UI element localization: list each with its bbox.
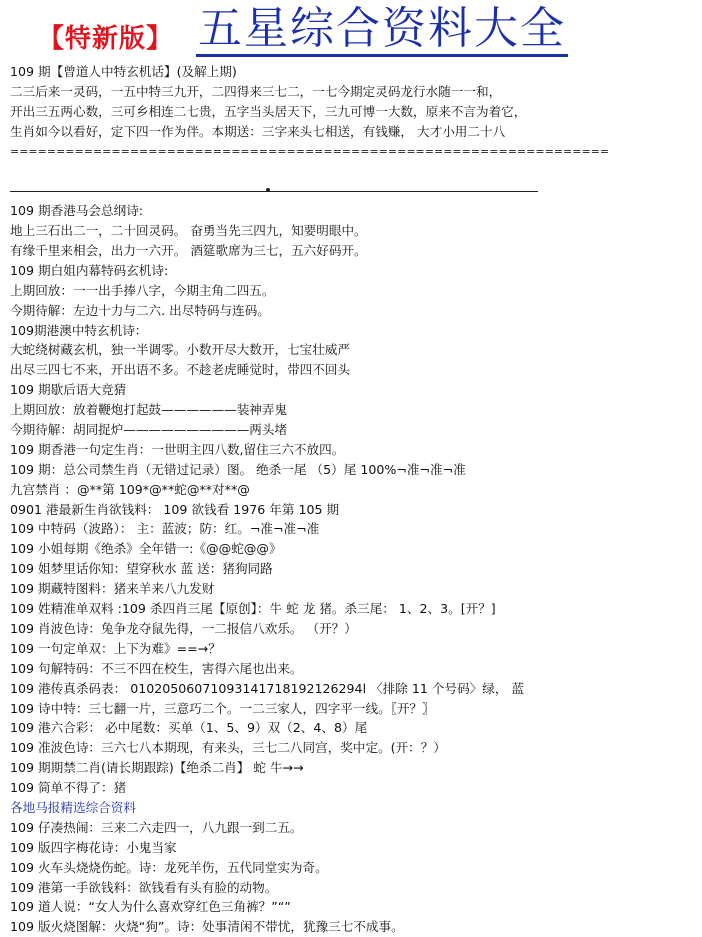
text-line: 109 肖波色诗：兔争龙夺鼠先得，一二报信八欢乐。 （开？） [10,620,357,636]
text-line: 109 道人说：“女人为什么喜欢穿红色三角裤？”“” [10,899,291,915]
text-line: 109 中特码（波路）： 主：蓝波；防：红。¬准¬准¬准 [10,521,320,537]
text-line: 109 小姐每期《绝杀》全年错一:《@@蛇@@》 [10,541,282,557]
text-line: 出尽三四七不来，开出语不多。不趁老虎睡觉时，带四不回头 [10,362,351,378]
text-line: 109 期期禁二肖(请长期跟踪)【绝杀二肖】 蛇 牛→→ [10,760,304,776]
text-line: 109 准波色诗：三六七八本期现，有来头，三七二八同宫，奖中定。(开：？） [10,740,446,756]
text-line: 109 简单不得了：猪 [10,780,127,796]
text-line: 109 期白姐内幕特码玄机诗: [10,262,169,278]
text-line: 上期回放：放着鞭炮打起鼓——————装神弄鬼 [10,402,288,418]
text-line: 0901 港最新生肖欲钱料： 109 欲钱看 1976 年第 105 期 [10,501,340,517]
text-line: 开出三五两心数，三可乡相连二七贵，五字当头居天下，三九可博一大数，原来不言为着它， [10,103,527,119]
text-line: 二三后来一灵码，一五中特三九开，二四得来三七二，一七今期定灵码龙行水随一一和， [10,83,502,99]
text-line: 109 仔凑热闹：三来二六走四一，八九跟一到二五。 [10,819,303,835]
text-line: 109 港传真杀码表： 01020506071093141718192126294l 〈排除 11 个号码〉绿， 蓝 [10,680,525,696]
text-line: 今期待解：左边十力与二六. 出尽特码与连码。 [10,302,270,318]
text-line: 109 版火烧图解：火烧“狗”。诗：处事清闲不带忧，犹豫三七不成事。 [10,919,404,935]
text-line: 109 火车头烧烧伤蛇。诗：龙死羊伤，五代同堂实为奇。 [10,859,328,875]
text-line: 109 港六合彩： 必中尾数：买单（1、5、9）双（2、4、8）尾 [10,720,368,736]
divider [10,191,538,192]
text-line: 109 期歇后语大竞猜 [10,382,127,398]
text-line: 109 期：总公司禁生肖（无错过记录）图。 绝杀一尾 （5）尾 100%¬准¬准¬准 [10,461,466,477]
text-line: 109 版四字梅花诗：小鬼当家 [10,839,177,855]
text-line: 地上三石出二一，二十回灵码。 奋勇当先三四九，知要明眼中。 [10,223,367,239]
edition-label: 【特新版】 [38,24,174,54]
document-body [10,62,698,937]
text-line: 生肖如今以看好，定下四一作为伴。本期送：三字来头七相送，有钱赚， 大才小用二十八 [10,123,506,139]
blank-line [10,161,698,181]
text-line: 109 姓精准单双料 :109 杀四肖三尾【原创】：牛 蛇 龙 猪。杀三尾： 1、2、3。[开？] [10,601,496,617]
text-line: 有缘千里来相会，出力一六开。 酒筵歌席为三七，五六好码开。 [10,243,367,259]
text-line: 109期港澳中特玄机诗： [10,322,148,338]
text-line: 109 期藏特图料：猪来羊来八九发财 [10,581,215,597]
text-line: 今期待解：胡同捉炉——————————两头堵 [10,422,288,438]
text-line: 九宫禁肖 ：@**第 109*@**蛇@**对**@ [10,481,250,497]
text-line: 上期回放：一一出手捧八字，今期主角二四五。 [10,282,275,298]
page-header [0,0,702,62]
text-line: 109 期【曾道人中特玄机话】(及解上期) [10,64,237,79]
text-line: 109 诗中特：三七翻一片，三意巧二个。一二三家人，四字平一线。〖开？〗 [10,700,435,716]
page-title: 五星综合资料大全 [196,4,568,57]
text-line: 109 港第一手欲钱料：欲钱看有头有脸的动物。 [10,879,278,895]
separator-line [10,181,698,201]
text-line: 109 期香港一句定生肖：一世明主四八数,留住三六不放四。 [10,441,345,457]
text-line: 109 姐梦里话你知：望穿秋水 蓝 送：猪狗同路 [10,561,273,577]
section-heading: 各地马报精选综合资料 [10,799,136,815]
text-line: 109 期香港马会总纲诗: [10,203,144,219]
text-line: 109 句解特码：不三不四在校生，害得六尾也出来。 [10,660,303,676]
separator-rule: ================================================================= [10,144,610,158]
text-line: 109 一句定单双：上下为难》==→？ [10,640,221,656]
text-line: 大蛇绕树藏玄机，独一半调零。小数开尽大数开，七宝壮威严 [10,342,351,358]
